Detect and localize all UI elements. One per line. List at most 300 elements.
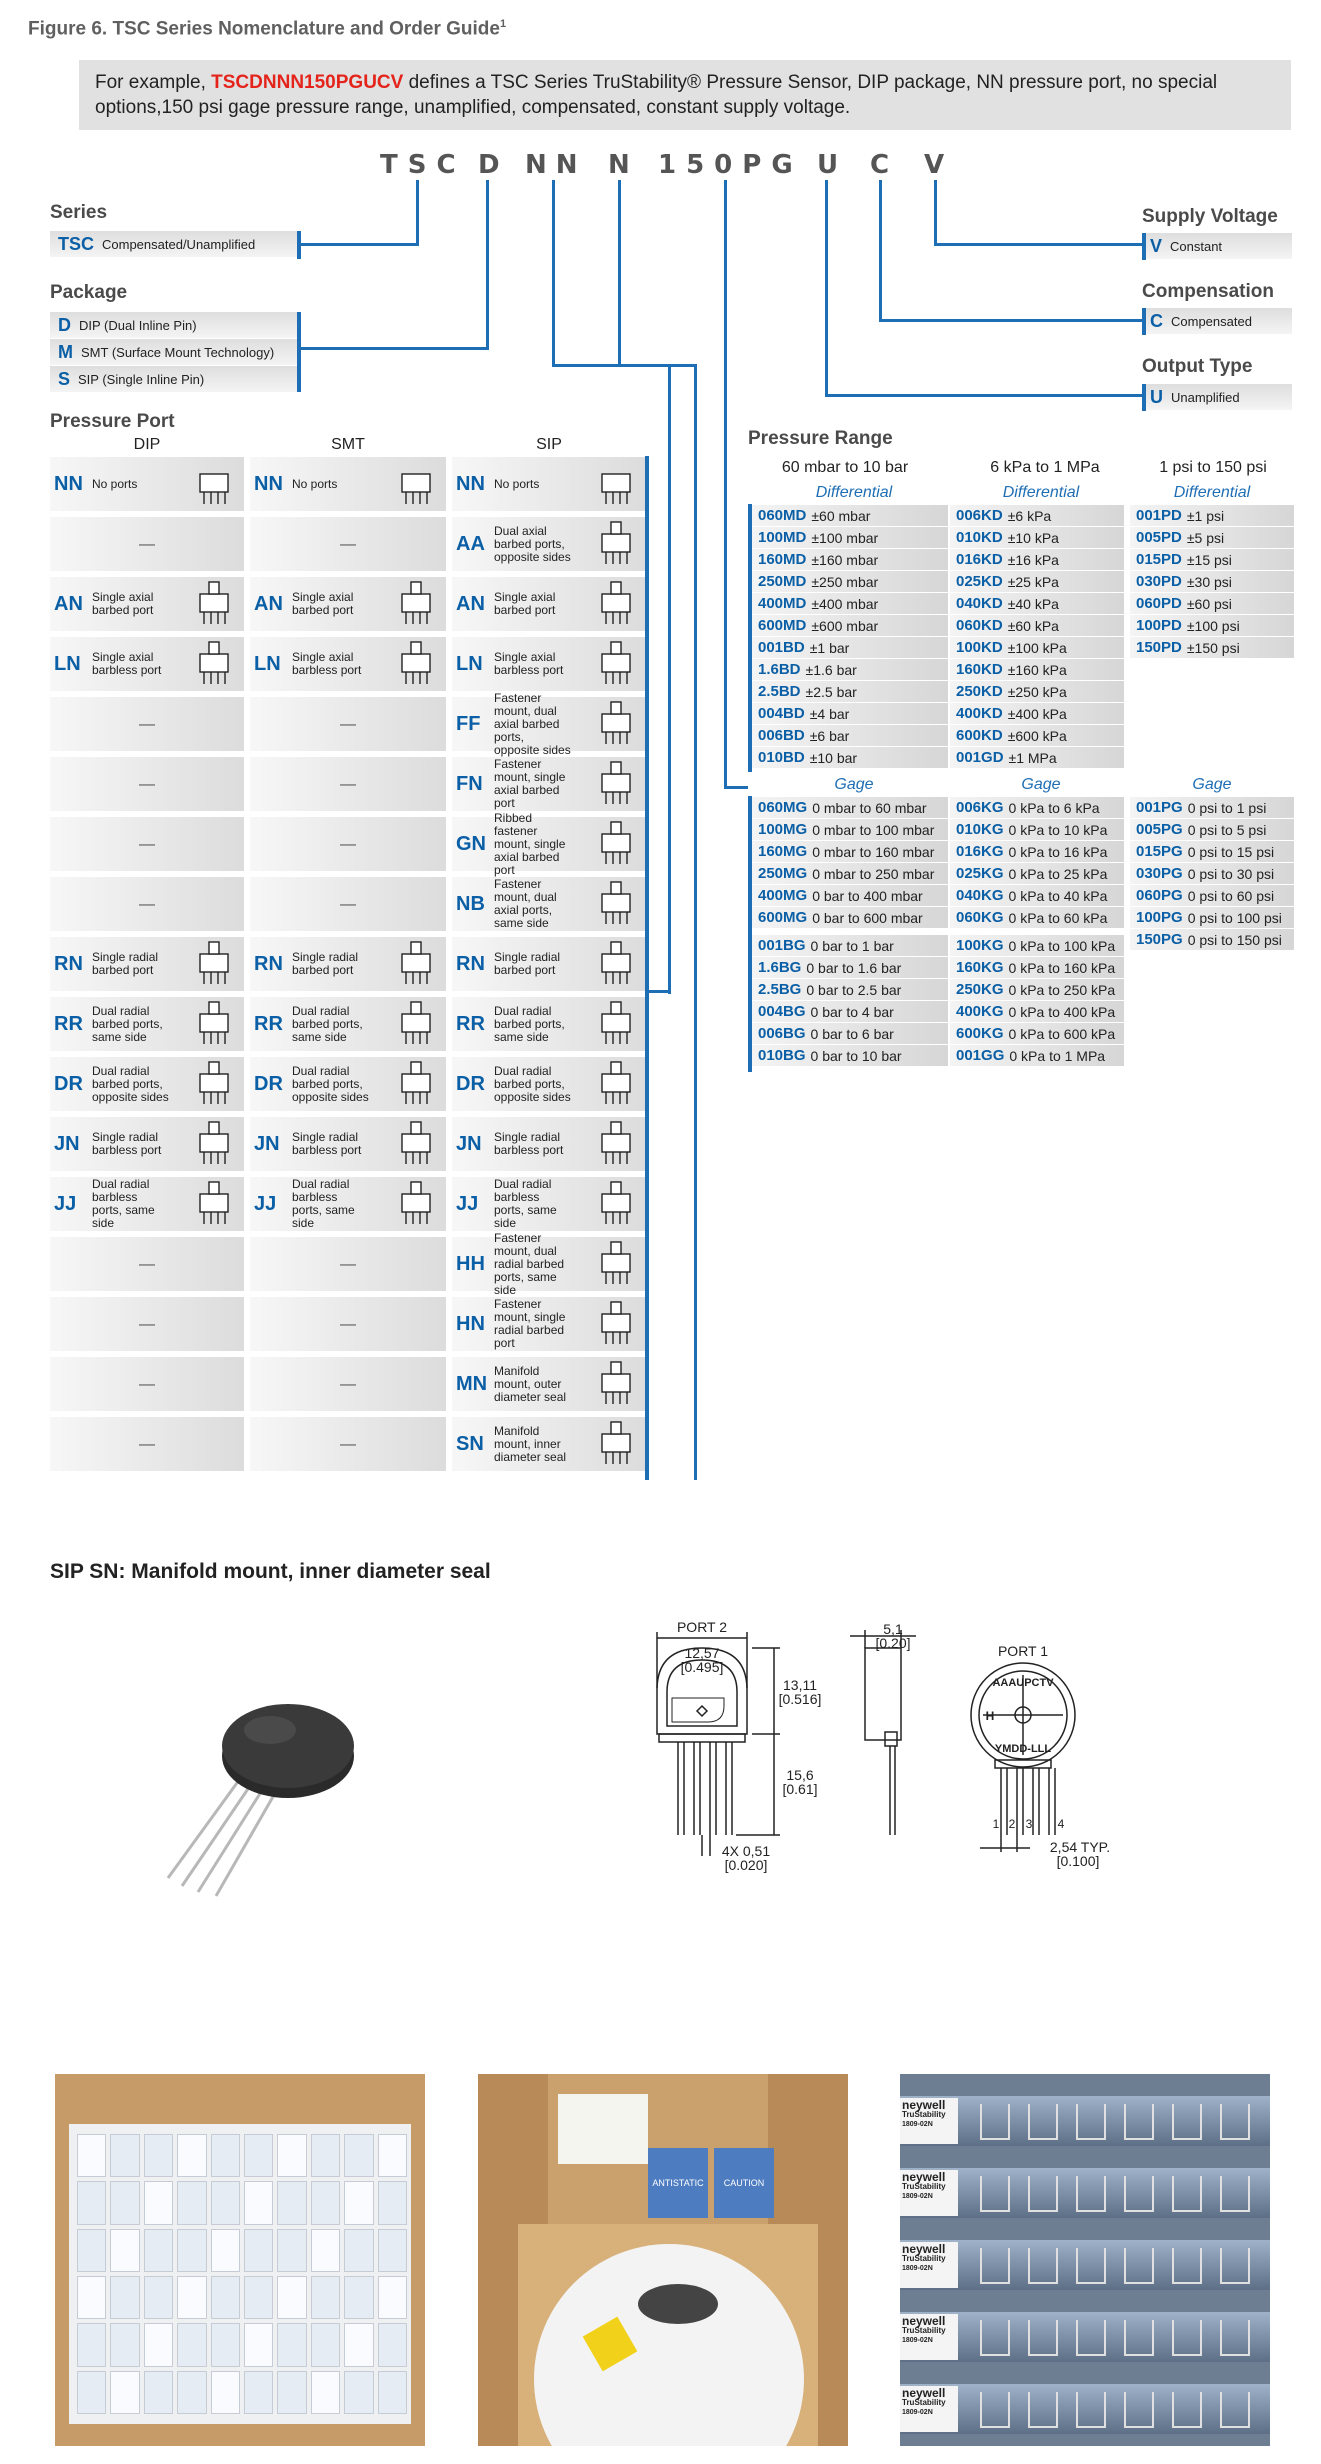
pin-number-2: 2 <box>1008 1817 1016 1831</box>
packaged-box <box>77 2134 106 2177</box>
range-row <box>950 527 1124 549</box>
range-code: 160KD <box>956 661 1003 678</box>
port-cell <box>250 517 446 573</box>
range-row <box>1130 593 1294 615</box>
range-code: 005PD <box>1136 529 1182 546</box>
range-row <box>752 1045 948 1067</box>
port-desc: Dual radial barbless ports, same side <box>292 1177 355 1230</box>
code-letter-package: D <box>478 150 500 180</box>
range-value: 0 psi to 5 psi <box>1187 821 1267 838</box>
sensor-pins <box>1076 2104 1106 2140</box>
range-value: 0 kPa to 160 kPa <box>1008 959 1116 976</box>
sensor-pins <box>1220 2248 1250 2284</box>
range-value: 0 bar to 1 bar <box>810 937 894 954</box>
port-drawing-icon <box>596 1000 640 1048</box>
port-col-dip: DIP <box>133 436 161 453</box>
range-code: 150PG <box>1136 931 1183 948</box>
port-cell-empty: — <box>139 895 155 913</box>
port-drawing-icon <box>596 460 640 508</box>
range-row <box>752 659 948 681</box>
connector-option-v <box>694 364 697 1480</box>
port-desc: Dual radial barbed ports, same side <box>292 1003 363 1044</box>
range-code: 025KG <box>956 865 1004 882</box>
packaged-box <box>244 2134 273 2177</box>
sensor-pins <box>980 2320 1010 2356</box>
range-row <box>1130 885 1294 907</box>
packaged-box <box>277 2371 306 2414</box>
port-desc: Single axial barbless port <box>92 650 162 677</box>
range-value: 0 mbar to 160 mbar <box>812 843 935 860</box>
range-code: 025KD <box>956 573 1003 590</box>
range-row <box>752 979 948 1001</box>
range-code: 100PD <box>1136 617 1182 634</box>
packaged-box <box>378 2134 407 2177</box>
port-cell <box>452 877 646 933</box>
range-row <box>950 571 1124 593</box>
package-option-d: D DIP (Dual Inline Pin) <box>50 312 300 338</box>
range-row <box>950 841 1124 863</box>
range-value: 0 kPa to 25 kPa <box>1008 865 1108 882</box>
tube-label-line: neywell <box>902 2242 946 2256</box>
port-cell <box>452 1230 646 1297</box>
range-row <box>950 615 1124 637</box>
sensor-pins <box>1028 2320 1058 2356</box>
range-row <box>1130 527 1294 549</box>
port-drawing-icon <box>596 1240 640 1288</box>
connector-option-h <box>618 364 696 367</box>
port-cell <box>250 997 446 1053</box>
port-cell <box>250 1297 446 1353</box>
sensor-pins <box>1076 2392 1106 2428</box>
port-desc: No ports <box>292 476 338 491</box>
range-value: 0 bar to 2.5 bar <box>806 981 902 998</box>
range-code: 400MD <box>758 595 807 612</box>
range-row <box>950 935 1124 957</box>
range-row <box>950 797 1124 819</box>
dim-pinw-in: [0.020] <box>724 1857 768 1873</box>
port-cell <box>452 457 646 513</box>
range-row <box>1130 505 1294 527</box>
sensor-pins <box>1124 2176 1154 2212</box>
port-code: HH <box>456 1252 485 1275</box>
connector-supply <box>934 180 937 246</box>
range-value: ±100 kPa <box>1007 639 1067 656</box>
packaged-box <box>344 2181 373 2224</box>
dim-pitch-mm: 2,54 TYP. <box>1049 1839 1111 1855</box>
range-code: 250MD <box>758 573 807 590</box>
range-value: ±60 psi <box>1186 595 1232 612</box>
range-row <box>1130 863 1294 885</box>
range-value: ±6 bar <box>809 727 850 744</box>
dim-pin-in: [0.61] <box>782 1781 818 1797</box>
sensor-pins <box>1028 2176 1058 2212</box>
packaged-box <box>144 2181 173 2224</box>
port-cell <box>250 757 446 813</box>
port-drawing-icon <box>194 1180 238 1228</box>
code-letter-port: NN <box>525 150 587 180</box>
range-value: ±400 mbar <box>811 595 879 612</box>
range-row <box>752 935 948 957</box>
antistatic-label: ANTISTATIC <box>648 2148 708 2218</box>
range-code: 2.5BD <box>758 683 801 700</box>
range-row <box>752 863 948 885</box>
packaged-box <box>311 2134 340 2177</box>
connector-port-v <box>668 364 671 994</box>
packaged-box <box>110 2229 139 2272</box>
connector-package-h <box>300 347 489 350</box>
sensor-pins <box>1172 2320 1202 2356</box>
tube-label-line: 1809-02N <box>902 2265 933 2272</box>
supply-heading: Supply Voltage <box>1142 206 1278 227</box>
range-row <box>752 819 948 841</box>
range-value: ±250 kPa <box>1007 683 1067 700</box>
port-drawing-icon <box>596 1360 640 1408</box>
range-value: ±4 bar <box>809 705 850 722</box>
packaged-box <box>311 2181 340 2224</box>
range-row <box>1130 907 1294 929</box>
port-cell <box>50 1237 244 1293</box>
port-drawing-icon <box>596 1060 640 1108</box>
example-code: TSCDNNN150PGUCV <box>211 72 404 93</box>
packaged-box <box>344 2134 373 2177</box>
sensor-tube <box>900 2168 1270 2218</box>
port-cell <box>452 1057 646 1113</box>
packaged-box <box>277 2276 306 2319</box>
port-cell <box>50 637 244 693</box>
package-option-m: M SMT (Surface Mount Technology) <box>50 339 300 365</box>
connector-range <box>724 180 727 788</box>
pressure-port-heading: Pressure Port <box>50 411 175 432</box>
range-code: 006BD <box>758 727 805 744</box>
range-row <box>1130 819 1294 841</box>
range-row <box>752 885 948 907</box>
range-value: ±160 kPa <box>1007 661 1067 678</box>
range-value: ±1 psi <box>1186 507 1225 524</box>
port-code: FN <box>456 772 483 795</box>
port-desc: Single radial barbed port <box>494 950 561 977</box>
range-row <box>950 593 1124 615</box>
tube-label <box>900 2314 958 2360</box>
port-cell <box>50 697 244 753</box>
port-desc: Single radial barbed port <box>292 950 359 977</box>
connector-supply-h <box>934 243 1145 246</box>
range-value: 0 psi to 150 psi <box>1187 931 1282 948</box>
range-row <box>950 637 1124 659</box>
range-code: 040KD <box>956 595 1003 612</box>
tube-label <box>900 2170 958 2216</box>
gage-label-2: Gage <box>1021 776 1061 793</box>
port-drawing-icon <box>194 1120 238 1168</box>
tube-label-line: 1809-02N <box>902 2409 933 2416</box>
port-cell <box>250 577 446 633</box>
port-cell-empty: — <box>139 775 155 793</box>
port-desc: Single axial barbless port <box>494 650 564 677</box>
port-desc: No ports <box>494 476 540 491</box>
packaged-box <box>77 2181 106 2224</box>
supply-option: V Constant <box>1142 233 1292 259</box>
range-code: 010BD <box>758 749 805 766</box>
range-value: ±250 mbar <box>811 573 879 590</box>
range-code: 600KG <box>956 1025 1004 1042</box>
sensor-pins <box>1172 2248 1202 2284</box>
range-row <box>752 505 948 527</box>
port-cell-empty: — <box>139 1375 155 1393</box>
packaged-box <box>378 2323 407 2366</box>
port-cell <box>250 877 446 933</box>
port-cell <box>250 1057 446 1113</box>
port-cell <box>250 1357 446 1413</box>
port-cell <box>50 1057 244 1113</box>
port-desc: Single axial barbless port <box>292 650 362 677</box>
range-code: 030PG <box>1136 865 1183 882</box>
package-option-s: S SIP (Single Inline Pin) <box>50 366 300 392</box>
packaged-box <box>144 2229 173 2272</box>
port-col-sip: SIP <box>536 436 562 453</box>
sensor-pins <box>1028 2104 1058 2140</box>
range-col-psi: 1 psi to 150 psi <box>1159 459 1267 476</box>
sensor-pins <box>1172 2104 1202 2140</box>
sensor-pins <box>1124 2248 1154 2284</box>
port-code: RN <box>54 952 83 975</box>
port-drawing-icon <box>596 940 640 988</box>
range-value: 0 kPa to 1 MPa <box>1009 1047 1106 1064</box>
dim-thick-in: [0.20] <box>875 1635 911 1651</box>
port-code: RR <box>456 1012 485 1035</box>
tube-label-line: TruStability <box>902 2254 946 2263</box>
range-row <box>950 885 1124 907</box>
port-drawing-icon <box>396 1060 440 1108</box>
port-desc: Dual radial barbed ports, same side <box>92 1003 163 1044</box>
range-value: ±1 bar <box>809 639 850 656</box>
port-code: LN <box>54 652 81 675</box>
range-row <box>950 1001 1124 1023</box>
packaged-box <box>244 2323 273 2366</box>
range-value: 0 psi to 15 psi <box>1187 843 1275 860</box>
port-cell-empty: — <box>340 835 356 853</box>
packaged-box <box>244 2229 273 2272</box>
dim-pitch-in: [0.100] <box>1056 1853 1100 1869</box>
range-code: 010KD <box>956 529 1003 546</box>
port-drawing-icon <box>596 1300 640 1348</box>
port-code: JN <box>254 1132 280 1155</box>
tube-label <box>900 2386 958 2432</box>
range-value: ±60 mbar <box>811 507 871 524</box>
connector-output <box>825 180 828 397</box>
port-cell-empty: — <box>340 1375 356 1393</box>
range-value: ±16 kPa <box>1007 551 1059 568</box>
port-drawing-icon <box>396 1180 440 1228</box>
range-value: 0 mbar to 60 mbar <box>812 799 927 816</box>
range-row <box>950 681 1124 703</box>
port-cell <box>50 937 244 993</box>
sensor-pins <box>1028 2248 1058 2284</box>
tube-label-line: neywell <box>902 2386 946 2400</box>
dim-width-in: [0.495] <box>680 1659 724 1675</box>
port-cell <box>250 937 446 993</box>
connector-series-h <box>300 243 419 246</box>
range-row <box>950 957 1124 979</box>
compensation-option: C Compensated <box>1142 308 1292 334</box>
sensor-pins <box>1076 2248 1106 2284</box>
port-desc: Dual radial barbed ports, same side <box>494 1003 565 1044</box>
compensation-heading: Compensation <box>1142 281 1274 302</box>
range-value: ±2.5 bar <box>805 683 857 700</box>
sip-column-bar <box>645 456 649 1480</box>
range-value: 0 bar to 6 bar <box>810 1025 894 1042</box>
range-code: 006KG <box>956 799 1004 816</box>
supply-bar <box>1142 233 1146 260</box>
port-code: GN <box>456 832 486 855</box>
port-cell <box>250 1237 446 1293</box>
range-code: 100KG <box>956 937 1004 954</box>
range-row <box>752 637 948 659</box>
port-drawing-icon <box>596 1420 640 1468</box>
sensor-pins <box>1076 2320 1106 2356</box>
range-row <box>1130 549 1294 571</box>
port-code: DR <box>254 1072 283 1095</box>
port-desc: Dual axial barbed ports, opposite sides <box>494 523 571 564</box>
range-row <box>752 549 948 571</box>
tube-label-line: 1809-02N <box>902 2193 933 2200</box>
range-code: 016KG <box>956 843 1004 860</box>
range-value: 0 psi to 30 psi <box>1187 865 1275 882</box>
port-drawing-icon <box>596 880 640 928</box>
port-desc: Fastener mount, single radial barbed port <box>494 1297 566 1350</box>
range-row <box>1130 929 1294 951</box>
port-cell <box>452 1357 646 1413</box>
differential-label-1: Differential <box>815 484 893 501</box>
range-value: 0 bar to 4 bar <box>810 1003 894 1020</box>
tube-label-line: TruStability <box>902 2326 946 2335</box>
port-code: RN <box>456 952 485 975</box>
port-cell <box>50 817 244 873</box>
range-row <box>950 747 1124 769</box>
packaged-box <box>110 2134 139 2177</box>
port-cell <box>250 1117 446 1173</box>
port-drawing-icon <box>194 940 238 988</box>
packaged-box <box>244 2371 273 2414</box>
port-drawing-icon <box>596 700 640 748</box>
connector-compensation <box>879 180 882 322</box>
port-cell-empty: — <box>139 1315 155 1333</box>
packaged-box <box>277 2181 306 2224</box>
port-code: RR <box>54 1012 83 1035</box>
packaged-box <box>244 2276 273 2319</box>
port-code: NN <box>456 472 485 495</box>
port-cell-empty: — <box>340 535 356 553</box>
gage-label-3: Gage <box>1192 776 1232 793</box>
port-desc: Fastener mount, single axial barbed port <box>494 757 566 810</box>
packaged-box <box>277 2323 306 2366</box>
port-code: AN <box>254 592 283 615</box>
range-value: 0 psi to 100 psi <box>1187 909 1282 926</box>
port-drawing-icon <box>396 1000 440 1048</box>
package-bar <box>297 312 301 392</box>
range-code: 004BD <box>758 705 805 722</box>
range-row <box>752 571 948 593</box>
range-value: ±60 kPa <box>1007 617 1059 634</box>
range-value: 0 bar to 400 mbar <box>812 887 923 904</box>
port-drawing-icon <box>396 640 440 688</box>
range-code: 160KG <box>956 959 1004 976</box>
range-value: ±100 mbar <box>811 529 879 546</box>
range-row <box>950 505 1124 527</box>
range-row <box>752 957 948 979</box>
range-value: ±1 MPa <box>1008 749 1057 766</box>
range-value: 0 kPa to 600 kPa <box>1008 1025 1116 1042</box>
range-row <box>950 703 1124 725</box>
port-cell <box>50 517 244 573</box>
photo-sensor-tubes <box>900 2074 1270 2446</box>
packaged-box <box>77 2276 106 2319</box>
range-value: ±400 kPa <box>1007 705 1067 722</box>
range-code: 400MG <box>758 887 808 904</box>
dim-thick-mm: 5,1 <box>883 1621 903 1637</box>
range-code: 1.6BG <box>758 959 802 976</box>
packaged-box <box>378 2229 407 2272</box>
range-value: ±10 kPa <box>1007 529 1059 546</box>
range-code: 060MD <box>758 507 807 524</box>
port-code: RN <box>254 952 283 975</box>
port-cell-empty: — <box>340 775 356 793</box>
packaged-box <box>344 2276 373 2319</box>
range-code: 250KD <box>956 683 1003 700</box>
port-code: SN <box>456 1432 484 1455</box>
port-desc: Dual radial barbed ports, opposite sides <box>92 1063 169 1104</box>
range-code: 060PG <box>1136 887 1183 904</box>
port-drawing-icon <box>396 460 440 508</box>
range-code: 001GG <box>956 1047 1005 1064</box>
port-code: JN <box>456 1132 482 1155</box>
range-value: 0 kPa to 40 kPa <box>1008 887 1108 904</box>
packaged-box <box>110 2323 139 2366</box>
packaged-box <box>177 2229 206 2272</box>
port-code: AN <box>54 592 83 615</box>
sensor-pins <box>980 2176 1010 2212</box>
range-code: 001GD <box>956 749 1004 766</box>
port-drawing-icon <box>194 580 238 628</box>
range-value: 0 kPa to 60 kPa <box>1008 909 1108 926</box>
packaged-box <box>144 2371 173 2414</box>
port1-label: PORT 1 <box>997 1643 1049 1659</box>
port-cell <box>452 1417 646 1473</box>
packaged-box <box>211 2323 240 2366</box>
port-drawing-icon <box>596 760 640 808</box>
pressure-range-heading: Pressure Range <box>748 428 893 449</box>
figure-title: Figure 6. TSC Series Nomenclature and Order Guide$^1$ <box>28 18 507 40</box>
port-code: HN <box>456 1312 485 1335</box>
connector-output-h <box>825 394 1145 397</box>
range-code: 600MG <box>758 909 808 926</box>
port-cell-empty: — <box>340 1435 356 1453</box>
port-code: AA <box>456 532 485 555</box>
output-option: U Unamplified <box>1142 384 1292 410</box>
packaged-box <box>378 2371 407 2414</box>
sensor-pins <box>980 2104 1010 2140</box>
code-letter-compensation: C <box>870 150 890 180</box>
connector-option <box>618 180 621 366</box>
range-code: 040KG <box>956 887 1004 904</box>
port-drawing-icon <box>596 1120 640 1168</box>
port-code: JJ <box>254 1192 277 1215</box>
range-code: 160MG <box>758 843 808 860</box>
port-code: JJ <box>54 1192 77 1215</box>
port-drawing-icon <box>194 640 238 688</box>
port-cell <box>452 757 646 813</box>
range-row <box>752 725 948 747</box>
tube-label <box>900 2098 958 2144</box>
port-drawing-icon <box>596 580 640 628</box>
